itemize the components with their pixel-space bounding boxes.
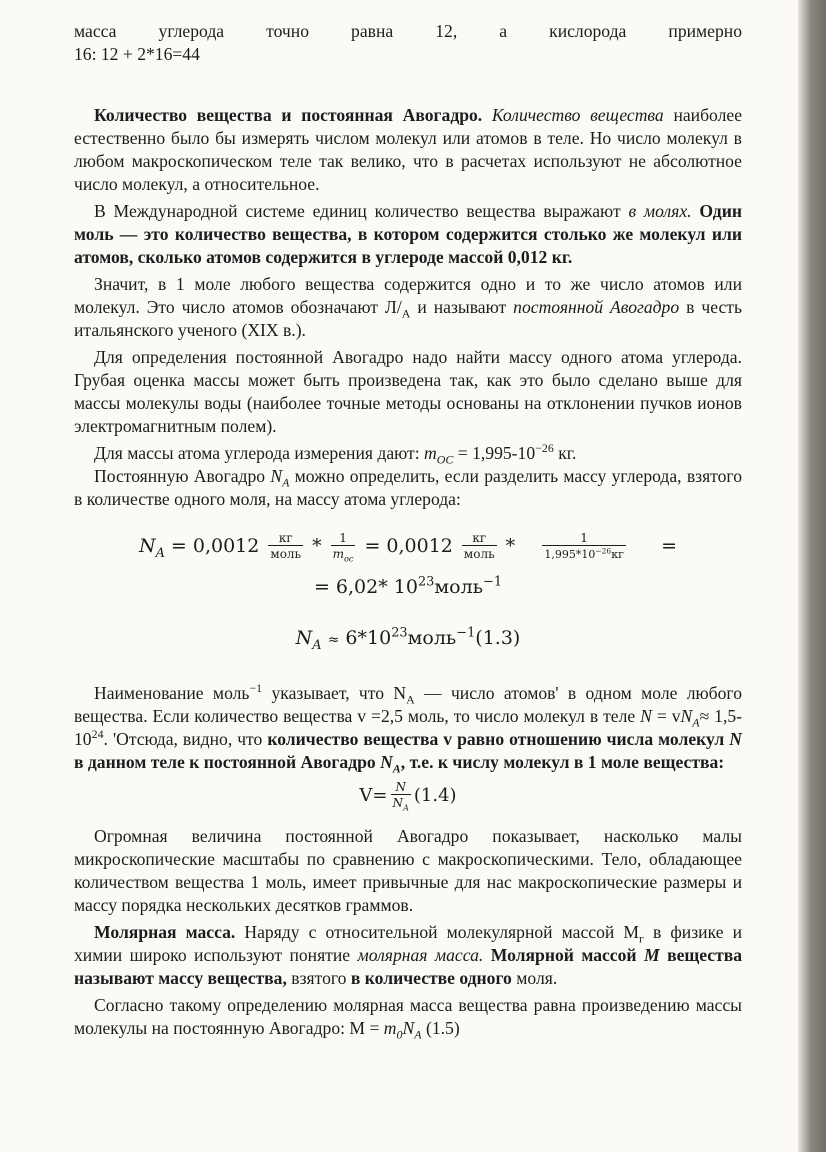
fraction: $\frac{кг}{\text{моль}}$	[463, 531, 495, 561]
formula-avogadro-calc: $N_A$ = 0,0012 $\frac{кг}{\text{моль}}$ * $\frac{1}{m_{oc}}$ = 0,0012 $\frac{кг}{\text{моль}}$ * $\frac{1}{1,995*10^{-26}кг}$ =	[138, 531, 678, 564]
fraction: $\frac{1}{m_{oc}}$	[332, 531, 354, 564]
fraction: $\frac{N}{N_A}$	[392, 780, 409, 813]
paragraph-huge: Огромная величина постоянной Авогадро показывает, насколько малы микроскопические масштабы по сравнению с макроскопическими. Тело, обладающее количеством вещества 1 моль, имеет привычные для нас макроскопические размеры и массу порядка нескольких десятков граммов.	[74, 826, 742, 915]
paragraph-name: Наименование моль$^{-1}$ указывает, что $N_A$ — число атомов' в одном моле любого вещества. Если количество вещества v =2,5 моль, то число молекул в теле $N = vN_A\approx 1,5-10^{24}$. 'Отсюда, видно, что количество вещества v равно отношению числа молекул N в данном теле к постоянной Авогадро $N_A$, т.е. к числу молекул в 1 моле вещества:	[74, 681, 743, 776]
fraction: $\frac{кг}{\text{моль}}$	[270, 531, 302, 561]
paragraph-final: Согласно такому определению молярная масса вещества равна произведению массы молекулы на постоянную Авогадро: $М = m_0N_A$ (1.5)	[74, 995, 742, 1042]
paragraph-determine: Для определения постоянной Авогадро надо найти массу одного атома углерода. Грубая оценка массы может быть произведена так, как это было сделано выше для массы молекулы воды (наиболее точные методы основаны на отклонении пучков ионов электромагнитным полем).	[74, 347, 742, 436]
paragraph-divide: Постоянную Авогадро $N_A$ можно определить, если разделить массу углерода, взятого в количестве одного моля, на массу атома углерода:	[74, 466, 742, 509]
document-body	[74, 20, 742, 1040]
paragraph-top-line2: 16: 12 + 2*16=44	[74, 44, 200, 64]
formula-1-4: V= $\frac{N}{N_A}$ (1.4)	[359, 780, 457, 813]
paragraph-top: масса углерода точно равна 12, а кислорода примерно	[74, 21, 742, 41]
paragraph-mole: В Международной системе единиц количество вещества выражают в молях. Один моль — это количество вещества, в котором содержится столько же молекул или атомов, сколько атомов содержится в углероде массой 0,012 кг.	[74, 201, 742, 267]
paragraph-molar: Молярная масса. Наряду с относительной молекулярной массой $M_г$ в физике и химии широко используют понятие молярная масса. Молярной массой M вещества называют массу вещества, взятого в количестве одного моля.	[74, 922, 743, 988]
paragraph-amount: Количество вещества и постоянная Авогадро. Количество вещества наиболее естественно было бы измерять числом молекул или атомов в теле. Но число молекул в любом макроскопическом теле так велико, что в расчетах используют не абсолютное число молекул, а относительное.	[74, 105, 743, 194]
scanned-page-edge	[798, 0, 826, 1152]
formula-1-3: $N_A$ ≈ $6*10^{23}моль^{-1}(1.3)$	[295, 625, 521, 653]
paragraph-mass: Для массы атома углерода измерения дают: $m_{OC} = 1,995-10^{-26}$ кг.	[94, 441, 577, 467]
fraction: $\frac{1}{1,995*10^{-26}кг}$	[544, 531, 624, 561]
paragraph-number: Значит, в 1 моле любого вещества содержится одно и то же число атомов или молекул. Это число атомов обозначают $Л/_А$ и называют постоянной Авогадро в честь итальянского ученого (XIX в.).	[74, 274, 742, 340]
formula-avogadro-value: = 6,02* $10^{23}моль^{-1}$	[313, 574, 503, 598]
